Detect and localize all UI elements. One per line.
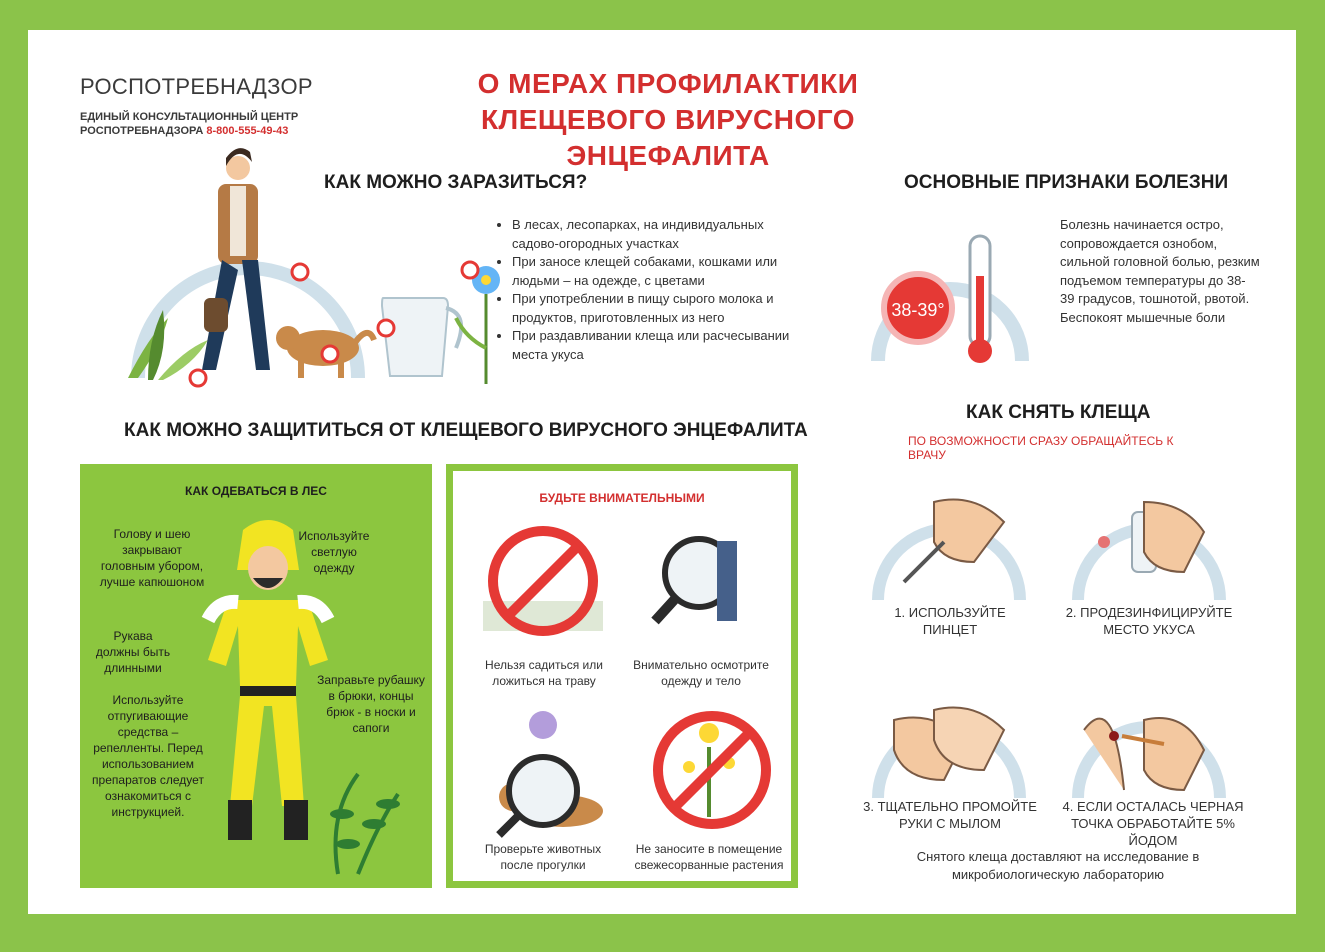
dress-title: КАК ОДЕВАТЬСЯ В ЛЕС [185,484,327,498]
attention-panel [446,464,798,888]
removal-heading: КАК СНЯТЬ КЛЕЩА [966,402,1151,423]
signs-heading: ОСНОВНЫЕ ПРИЗНАКИ БОЛЕЗНИ [904,172,1229,193]
hotline-phone: 8-800-555-49-43 [206,125,289,137]
infection-item: • При заносе клещей собаками, кошками или людьми – на одежде, с цветами [512,253,812,290]
brand-subtitle [80,110,298,138]
attention-plants-caption: Не заносите в помещение свежесорванные растения [634,842,784,872]
milk-jug-icon [382,298,461,376]
infection-item: • В лесах, лесопарках, на индивидуальных садово-огородных участках [512,216,812,253]
removal-step-4: 4. ЕСЛИ ОСТАЛАСЬ ЧЕРНАЯ ТОЧКА ОБРАБОТАЙТЕ 5% ЙОДОМ [1062,799,1244,848]
dress-light-label: Используйте светлую одежду [298,529,370,575]
thermometer-icon [968,236,992,363]
protect-heading: КАК МОЖНО ЗАЩИТИТЬСЯ ОТ КЛЕЩЕВОГО ВИРУСНОГО ЭНЦЕФАЛИТА [124,420,808,441]
tweezers-step-icon [874,462,1024,602]
fever-illustration [868,216,1038,366]
dress-repellent-label: Используйте отпугивающие средства – репелленты. Перед использованием препаратов следует ознакомиться с инструкцией. [92,693,204,819]
brand-line1: ЕДИНЫЙ КОНСУЛЬТАЦИОННЫЙ ЦЕНТР [80,111,299,123]
removal-step-2: 2. ПРОДЕЗИНФИЦИРУЙТЕ МЕСТО УКУСА [1065,605,1233,637]
removal-subheading: ПО ВОЗМОЖНОСТИ СРАЗУ ОБРАЩАЙТЕСЬ К ВРАЧУ [908,434,1174,462]
removal-footnote: Снятого клеща доставляют на исследование в микробиологическую лабораторию [916,849,1200,882]
brand-line2: РОСПОТРЕБНАДЗОРА [80,125,204,137]
signs-text: Болезнь начинается остро, сопровождается ознобом, сильной головной болью, резким подъемом температуры до 38-39 градусов, тошнотой, рвотой. Беспокоят мышечные боли [1060,217,1260,325]
disinfect-step-icon [1074,462,1224,602]
title-line1: О МЕРАХ ПРОФИЛАКТИКИ [477,68,859,99]
wash-hands-step-icon [874,660,1024,800]
attention-pets-caption: Проверьте животных после прогулки [484,842,602,872]
no-sitting-icon [483,521,603,641]
removal-step-3: 3. ТЩАТЕЛЬНО ПРОМОЙТЕ РУКИ С МЫЛОМ [863,799,1037,831]
title-line2: КЛЕЩЕВОГО ВИРУСНОГО ЭНЦЕФАЛИТА [480,104,856,171]
brand-name: РОСПОТРЕБНАДЗОР [80,74,313,99]
dress-tuck-label: Заправьте рубашку в брюки, концы брюк - в носки и сапоги [317,673,425,735]
poster-sheet [28,30,1296,914]
dress-head-label: Голову и шею закрывают головным убором, лучше капюшоном [99,527,205,589]
dress-sleeves-label: Рукава должны быть длинными [95,629,171,675]
infection-list [498,216,812,364]
attention-inspect-caption: Внимательно осмотрите одежду и тело [633,658,769,688]
removal-step-1: 1. ИСПОЛЬЗУЙТЕ ПИНЦЕТ [894,605,1006,637]
infection-item: • При раздавливании клеща или расчесывании места укуса [512,327,812,364]
grass-icon [318,764,408,874]
infection-heading: КАК МОЖНО ЗАРАЗИТЬСЯ? [324,172,588,193]
infection-item: • При употреблении в пищу сырого молока и продуктов, приготовленных из него [512,290,812,327]
no-flowers-icon [649,707,775,833]
infection-illustration [118,148,498,388]
pet-check-icon [483,701,613,841]
iodine-step-icon [1074,660,1224,800]
dress-panel [80,464,432,888]
temperature-badge: 38-39° [891,300,945,320]
attention-title: БУДЬТЕ ВНИМАТЕЛЬНЫМИ [539,491,705,505]
man-icon [202,148,270,370]
attention-sit-caption: Нельзя садиться или ложиться на траву [485,658,603,688]
magnifier-inspect-icon [647,521,767,641]
